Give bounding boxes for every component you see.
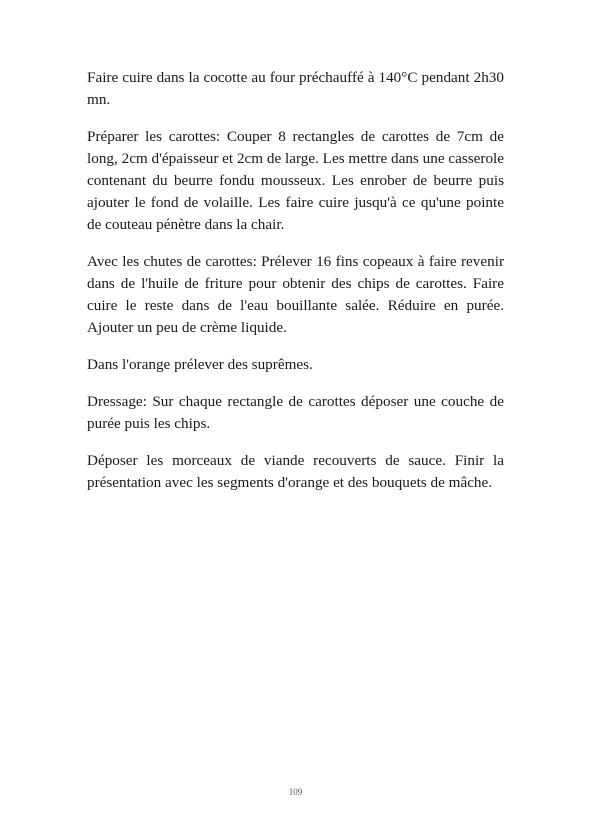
paragraph-carrot-trimmings: Avec les chutes de carottes: Prélever 16 fins copeaux à faire revenir dans de l'huile de friture pour obtenir des chips de carottes. Faire cuire le reste dans de l'eau bouillante salée. Réduire en purée. Ajouter un peu de crème liquide. [87,253,504,336]
paragraph-finishing: Déposer les morceaux de viande recouverts de sauce. Finir la présentation avec les segments d'orange et des bouquets de mâche. [87,452,504,491]
paragraph-carrots-preparation: Préparer les carottes: Couper 8 rectangles de carottes de 7cm de long, 2cm d'épaisseur et 2cm de large. Les mettre dans une casserole contenant du beurre fondu mousseux. Les enrober de beurre puis ajouter le fond de volaille. Les faire cuire jusqu'à ce qu'une pointe de couteau pénètre dans la chair. [87,128,505,233]
paragraph-plating: Dressage: Sur chaque rectangle de carottes déposer une couche de purée puis les chips. [87,393,504,432]
paragraph-orange-supremes: Dans l'orange prélever des suprêmes. [87,356,313,373]
page-number: 109 [288,787,303,797]
paragraph-cooking: Faire cuire dans la cocotte au four préchauffé à 140°C pendant 2h30 mn. [87,69,504,108]
page-body [87,67,504,509]
